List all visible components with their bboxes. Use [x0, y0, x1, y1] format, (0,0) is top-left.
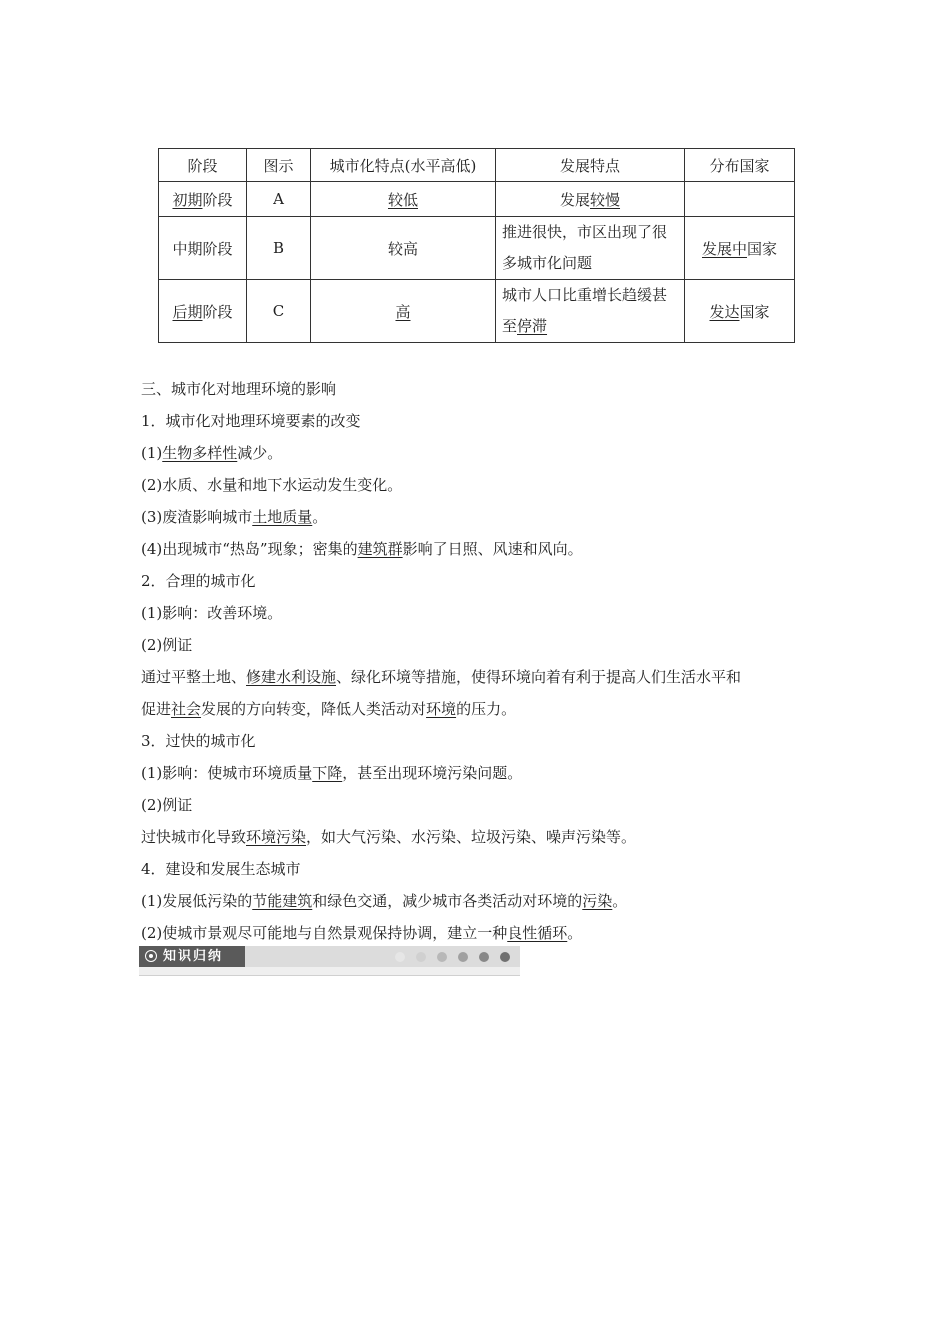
text: (1)影响：使城市环境质量: [141, 764, 313, 782]
text: 发展的方向转变，降低人类活动对: [201, 700, 427, 718]
dot-icon: [479, 952, 489, 962]
paragraph: [141, 885, 821, 917]
table-row: [159, 280, 795, 343]
text: (1): [141, 444, 163, 462]
text: 。: [567, 924, 583, 942]
paragraph: [141, 661, 821, 693]
answer-blank: 环境: [426, 700, 457, 718]
dev-text: 城市人口比重增长趋缓甚至: [502, 286, 668, 335]
text: ，如大气污染、水污染、垃圾污染、噪声污染等。: [306, 828, 637, 846]
cell-level: [311, 280, 496, 343]
stage-rest: 阶段: [202, 302, 233, 321]
text: 。: [312, 508, 328, 526]
cell-distribution: [685, 182, 795, 217]
cell-development: 推进很快，市区出现了很多城市化问题: [496, 217, 685, 280]
text: (4)出现城市“热岛”现象；密集的: [141, 540, 358, 558]
answer-blank: 下降: [312, 764, 343, 782]
cell-figure: C: [247, 280, 311, 343]
subheading: 1．城市化对地理环境要素的改变: [141, 412, 361, 430]
text: 影响了日照、风速和风向。: [402, 540, 583, 558]
paragraph: [141, 821, 821, 853]
dot-icon: [458, 952, 468, 962]
level-value: 较低: [387, 190, 418, 209]
text: 。: [612, 892, 628, 910]
paragraph: [141, 693, 821, 725]
dot-icon: [395, 952, 405, 962]
stage-underlined: 后期: [172, 302, 203, 321]
urbanization-stage-table: [158, 148, 795, 343]
cell-stage: [159, 182, 247, 217]
text: (3)废渣影响城市: [141, 508, 253, 526]
dot-icon: [437, 952, 447, 962]
header-level: 城市化特点(水平高低): [311, 149, 496, 182]
subheading: 4．建设和发展生态城市: [141, 860, 301, 878]
text: 减少。: [237, 444, 283, 462]
section-heading: 三、城市化对地理环境的影响: [141, 380, 337, 398]
knowledge-summary-banner: [139, 946, 520, 976]
answer-blank: 污染: [582, 892, 613, 910]
cell-distribution: [685, 280, 795, 343]
banner-underline: [139, 967, 520, 976]
dist-underlined: 发展中: [701, 239, 747, 258]
target-circle-icon: [145, 950, 157, 962]
stage-underlined: 初期: [172, 190, 203, 209]
cell-figure: B: [247, 217, 311, 280]
text: 过快城市化导致: [141, 828, 247, 846]
text: ，甚至出现环境污染问题。: [342, 764, 523, 782]
dev-text: 发展: [559, 190, 590, 209]
header-development: 发展特点: [496, 149, 685, 182]
dist-underlined: 发达: [709, 302, 740, 321]
cell-development: [496, 182, 685, 217]
header-distribution: 分布国家: [685, 149, 795, 182]
paragraph: (2)例证: [141, 636, 193, 654]
answer-blank: 生物多样性: [162, 444, 238, 462]
paragraph: (1)影响：改善环境。: [141, 604, 283, 622]
cell-stage: 中期阶段: [159, 217, 247, 280]
table-header-row: [159, 149, 795, 182]
text: 通过平整土地、: [141, 668, 247, 686]
text: 促进: [141, 700, 172, 718]
subheading: 2．合理的城市化: [141, 572, 256, 590]
banner-bar: [139, 946, 520, 967]
cell-level: [311, 182, 496, 217]
cell-distribution: [685, 217, 795, 280]
answer-blank: 土地质量: [252, 508, 313, 526]
text: 和绿色交通，减少城市各类活动对环境的: [312, 892, 583, 910]
cell-stage: [159, 280, 247, 343]
cell-level: 较高: [311, 217, 496, 280]
text: 的压力。: [456, 700, 517, 718]
paragraph: [141, 501, 821, 533]
answer-blank: 社会: [171, 700, 202, 718]
subheading: 3．过快的城市化: [141, 732, 256, 750]
dev-underlined: 较慢: [590, 190, 621, 209]
cell-development: [496, 280, 685, 343]
answer-blank: 修建水利设施: [246, 668, 337, 686]
paragraph: [141, 757, 821, 789]
paragraph: [141, 917, 821, 949]
text: 、绿化环境等措施，使得环境向着有利于提高人们生活水平和: [336, 668, 742, 686]
paragraph: [141, 533, 821, 565]
header-stage: 阶段: [159, 149, 247, 182]
paragraph: (2)例证: [141, 796, 193, 814]
answer-blank: 节能建筑: [252, 892, 313, 910]
cell-figure: A: [247, 182, 311, 217]
dot-icon: [416, 952, 426, 962]
banner-title: 知识归纳: [163, 949, 224, 964]
table-row: [159, 182, 795, 217]
answer-blank: 建筑群: [357, 540, 403, 558]
dist-rest: 国家: [747, 239, 778, 258]
paragraph: (2)水质、水量和地下水运动发生变化。: [141, 476, 403, 494]
level-value: 高: [395, 302, 411, 321]
header-figure: 图示: [247, 149, 311, 182]
dev-underlined: 停滞: [517, 317, 548, 335]
stage-rest: 阶段: [202, 190, 233, 209]
text: (1)发展低污染的: [141, 892, 253, 910]
table-row: [159, 217, 795, 280]
dot-icon: [500, 952, 510, 962]
answer-blank: 环境污染: [246, 828, 307, 846]
paragraph: [141, 437, 821, 469]
text: (2)使城市景观尽可能地与自然景观保持协调，建立一种: [141, 924, 508, 942]
dist-rest: 国家: [739, 302, 770, 321]
answer-blank: 良性循环: [507, 924, 568, 942]
banner-label: [139, 946, 245, 967]
document-body: [141, 373, 821, 949]
